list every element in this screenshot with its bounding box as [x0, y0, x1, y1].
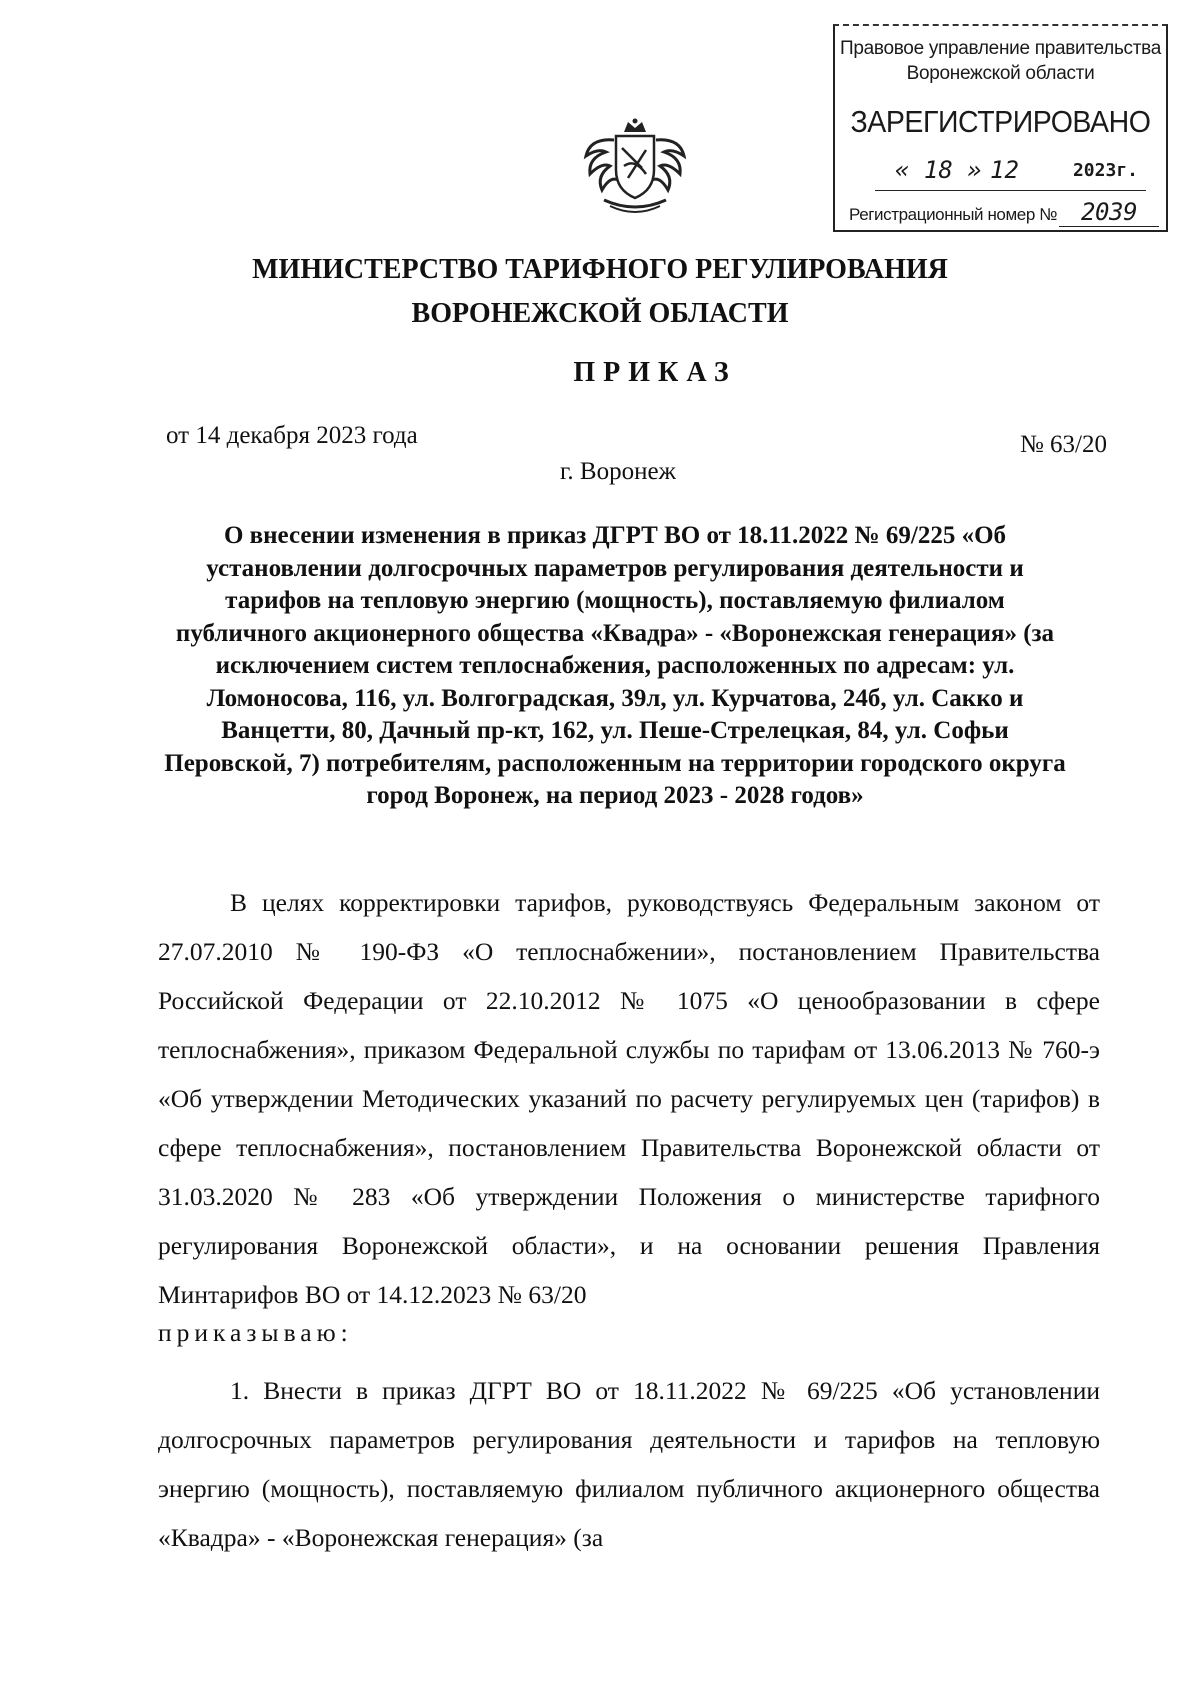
stamp-regno-value: 2039: [1059, 198, 1159, 227]
preamble-paragraph: В целях корректировки тарифов, руководствуясь Федеральным законом от 27.07.2010 № 190-ФЗ «О теплоснабжении», постановлением Правительства Российской Федерации от 22.10.2012 № 1075 «О ценообразовании в сфере теплоснабжения», приказом Федеральной службы по тарифам от 13.06.2013 № 760-э «Об утверждении Методических указаний по расчету регулируемых цен (тарифов) в сфере теплоснабжения», постановлением Правительства Воронежской области от 31.03.2020 № 283 «Об утверждении Положения о министерстве тарифного регулирования Воронежской области», и на основании решения Правления Минтарифов ВО от 14.12.2023 № 63/20: [158, 888, 1100, 1309]
registration-stamp: [833, 24, 1168, 232]
stamp-registered-label: ЗАРЕГИСТРИРОВАНО: [850, 104, 1151, 139]
ministry-name-line2: ВОРОНЕЖСКОЙ ОБЛАСТИ: [411, 298, 789, 329]
stamp-date-day: « 18 »: [895, 156, 982, 184]
stamp-authority-line2: Воронежской области: [906, 63, 1095, 84]
stamp-date: [875, 156, 1146, 191]
order-city: г. Воронеж: [560, 458, 676, 485]
ministry-name-line1: МИНИСТЕРСТВО ТАРИФНОГО РЕГУЛИРОВАНИЯ: [252, 254, 948, 285]
order-number: № 63/20: [1019, 431, 1107, 458]
stamp-regno-label: Регистрационный номер №: [849, 205, 1058, 224]
clause-1-paragraph: 1. Внести в приказ ДГРТ ВО от 18.11.2022 № 69/225 «Об установлении долгосрочных параметров регулирования деятельности и тарифов на тепловую энергию (мощность), поставляемую филиалом публичного акционерного общества «Квадра» - «Воронежская генерация» (за: [158, 1376, 1100, 1552]
order-date: от 14 декабря 2023 года: [166, 422, 418, 449]
stamp-registration-number: [849, 198, 1154, 227]
document-type-title: ПРИКАЗ: [573, 357, 737, 388]
stamp-date-year: 2023г.: [1072, 160, 1138, 181]
stamp-authority-line1: Правовое управление правительства: [839, 38, 1161, 59]
coat-of-arms-icon: [580, 118, 690, 218]
order-verb: приказываю:: [158, 1318, 353, 1347]
stamp-date-month: 12: [990, 156, 1019, 184]
order-subject: О внесении изменения в приказ ДГРТ ВО от 18.11.2022 № 69/225 «Об установлении долгосрочных параметров регулирования деятельности и тарифов на тепловую энергию (мощность), поставляемую филиалом публичного акционерного общества «Квадра» - «Воронежская генерация» (за исключением систем теплоснабжения, расположенных по адресам: ул. Ломоносова, 116, ул. Волгоградская, 39л, ул. Курчатова, 24б, ул. Сакко и Ванцетти, 80, Дачный пр-кт, 162, ул. Пеше-Стрелецкая, 84, ул. Софьи Перовской, 7) потребителям, расположенным на территории городского округа город Воронеж, на период 2023 - 2028 годов»: [164, 522, 1066, 809]
ministry-name: [150, 248, 1050, 336]
